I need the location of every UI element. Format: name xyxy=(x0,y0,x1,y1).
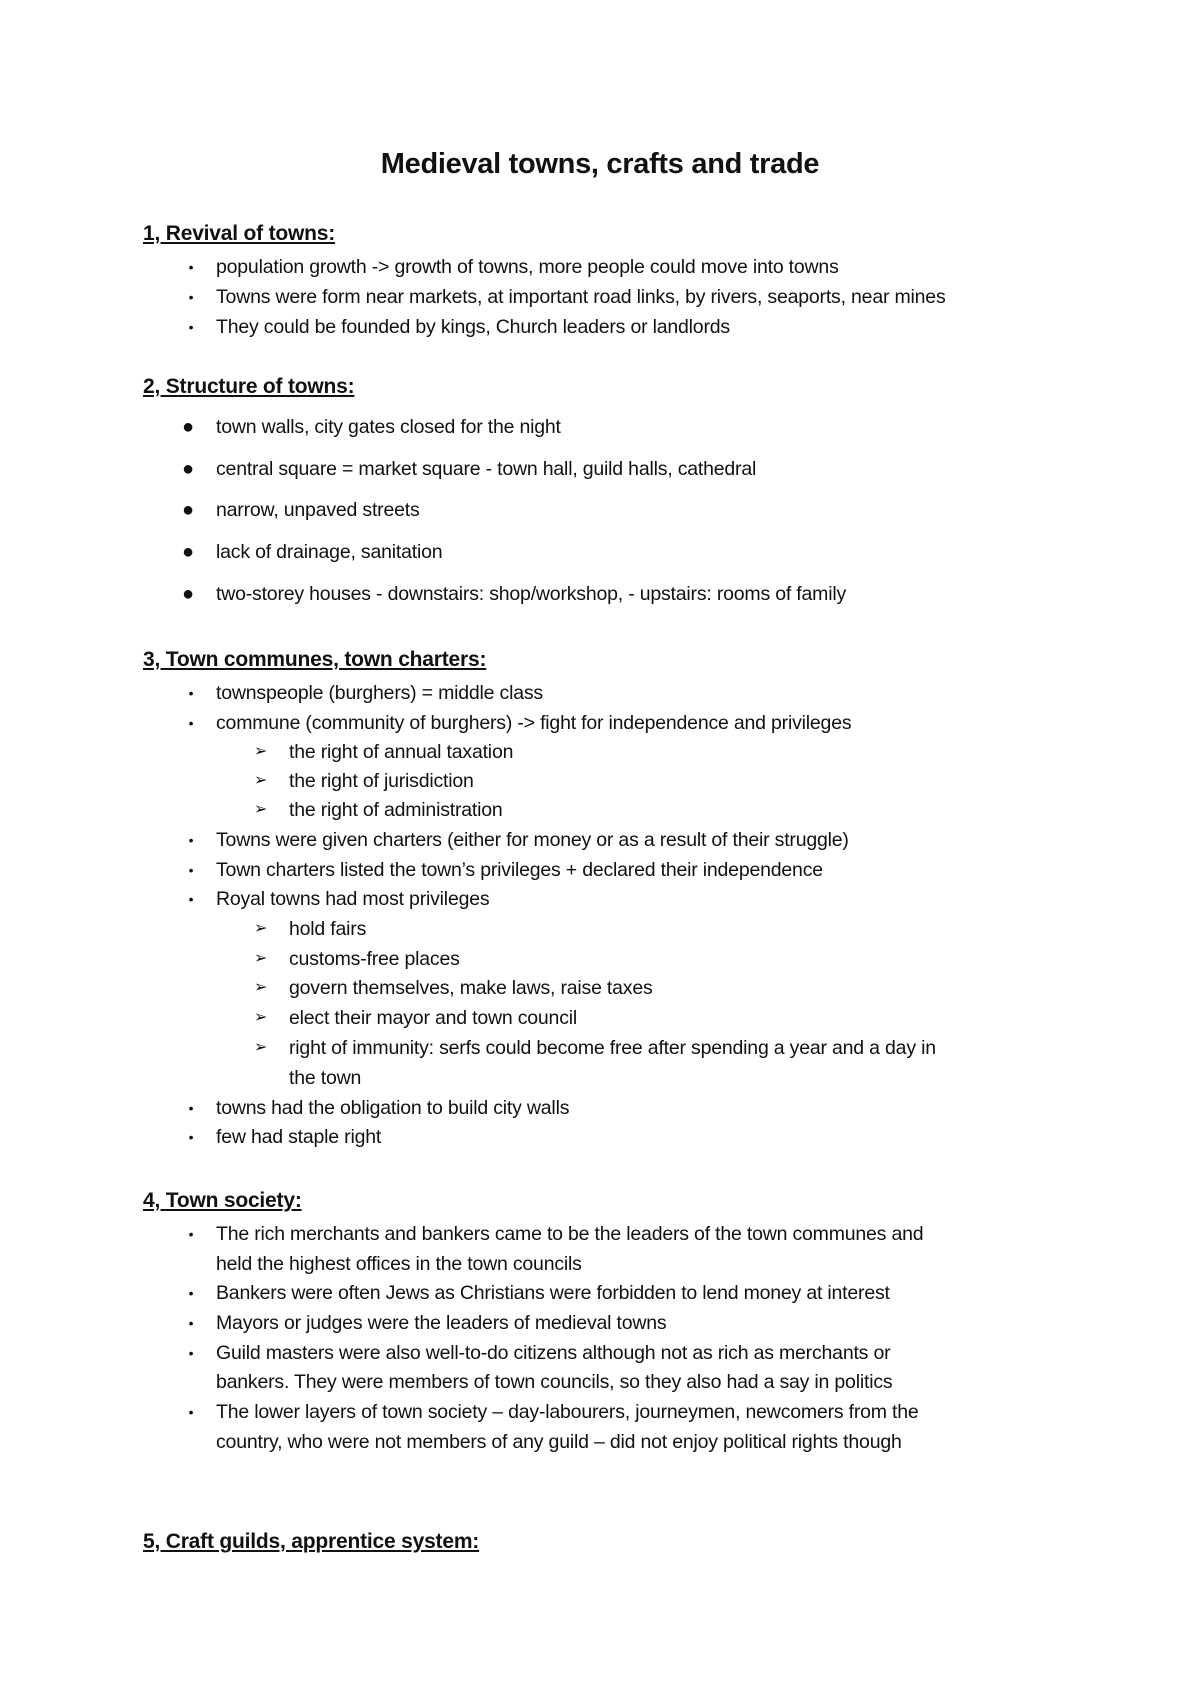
section-heading-communes: 3, Town communes, town charters: xyxy=(143,648,487,671)
list-item: ● central square = market square - town hall, guild halls, cathedral xyxy=(216,454,756,484)
list-item: • They could be founded by kings, Church leaders or landlords xyxy=(216,312,730,342)
bullet-icon: ● xyxy=(182,416,194,438)
bullet-icon: ● xyxy=(182,458,194,480)
list-item: • Towns were form near markets, at important road links, by rivers, seaports, near mines xyxy=(216,282,946,312)
list-item: • population growth -> growth of towns, more people could move into towns xyxy=(216,252,839,282)
sub-list-item: ➢ customs-free places xyxy=(289,944,460,974)
list-item: ● lack of drainage, sanitation xyxy=(216,537,442,567)
bullet-icon: • xyxy=(188,1129,194,1145)
bullet-icon: • xyxy=(188,832,194,848)
list-item: • Royal towns had most privileges xyxy=(216,884,489,914)
bullet-icon: • xyxy=(188,259,194,275)
arrow-bullet-icon: ➢ xyxy=(254,920,268,937)
arrow-bullet-icon: ➢ xyxy=(254,772,268,789)
list-item-continuation: held the highest offices in the town councils xyxy=(216,1253,582,1275)
bullet-icon: • xyxy=(188,1315,194,1331)
arrow-bullet-icon: ➢ xyxy=(254,979,268,996)
bullet-icon: • xyxy=(188,1345,194,1361)
bullet-icon: • xyxy=(188,1285,194,1301)
list-item: • Towns were given charters (either for money or as a result of their struggle) xyxy=(216,825,849,855)
sub-list-item: ➢ govern themselves, make laws, raise taxes xyxy=(289,973,653,1003)
sub-list-item: ➢ right of immunity: serfs could become free after spending a year and a day in xyxy=(289,1033,936,1063)
sub-list-item: ➢ hold fairs xyxy=(289,914,366,944)
bullet-icon: • xyxy=(188,1404,194,1420)
section-heading-society: 4, Town society: xyxy=(143,1189,302,1212)
sub-list-item: ➢ the right of jurisdiction xyxy=(289,766,474,796)
sub-list-item-continuation: the town xyxy=(289,1067,362,1089)
bullet-icon: • xyxy=(188,891,194,907)
list-item: ● narrow, unpaved streets xyxy=(216,495,420,525)
list-item: • townspeople (burghers) = middle class xyxy=(216,678,543,708)
section-heading-guilds: 5, Craft guilds, apprentice system: xyxy=(143,1530,480,1553)
sub-list-item: ➢ the right of administration xyxy=(289,795,503,825)
list-item: • towns had the obligation to build city walls xyxy=(216,1093,569,1123)
bullet-icon: • xyxy=(188,319,194,335)
list-item: • commune (community of burghers) -> fight for independence and privileges xyxy=(216,708,851,738)
sub-list-item: ➢ elect their mayor and town council xyxy=(289,1003,577,1033)
bullet-icon: • xyxy=(188,715,194,731)
list-item: • The rich merchants and bankers came to be the leaders of the town communes and xyxy=(216,1219,923,1249)
list-item: • few had staple right xyxy=(216,1122,381,1152)
list-item: • The lower layers of town society – day-labourers, journeymen, newcomers from the xyxy=(216,1397,919,1427)
list-item: ● town walls, city gates closed for the night xyxy=(216,412,561,442)
bullet-icon: • xyxy=(188,685,194,701)
section-heading-revival: 1, Revival of towns: xyxy=(143,222,336,245)
bullet-icon: • xyxy=(188,862,194,878)
bullet-icon: ● xyxy=(182,499,194,521)
list-item-continuation: bankers. They were members of town councils, so they also had a say in politics xyxy=(216,1371,893,1393)
bullet-icon: ● xyxy=(182,541,194,563)
arrow-bullet-icon: ➢ xyxy=(254,1009,268,1026)
arrow-bullet-icon: ➢ xyxy=(254,950,268,967)
list-item: • Mayors or judges were the leaders of medieval towns xyxy=(216,1308,666,1338)
list-item-continuation: country, who were not members of any guild – did not enjoy political rights though xyxy=(216,1431,902,1453)
bullet-icon: • xyxy=(188,1226,194,1242)
list-item: • Bankers were often Jews as Christians were forbidden to lend money at interest xyxy=(216,1278,890,1308)
page-title: Medieval towns, crafts and trade xyxy=(380,148,820,180)
arrow-bullet-icon: ➢ xyxy=(254,743,268,760)
list-item: • Guild masters were also well-to-do citizens although not as rich as merchants or xyxy=(216,1338,890,1368)
list-item: ● two-storey houses - downstairs: shop/workshop, - upstairs: rooms of family xyxy=(216,579,846,609)
list-item: • Town charters listed the town’s privileges + declared their independence xyxy=(216,855,823,885)
sub-list-item: ➢ the right of annual taxation xyxy=(289,737,513,767)
bullet-icon: • xyxy=(188,289,194,305)
arrow-bullet-icon: ➢ xyxy=(254,801,268,818)
arrow-bullet-icon: ➢ xyxy=(254,1039,268,1056)
section-heading-structure: 2, Structure of towns: xyxy=(143,375,355,398)
bullet-icon: ● xyxy=(182,583,194,605)
bullet-icon: • xyxy=(188,1100,194,1116)
